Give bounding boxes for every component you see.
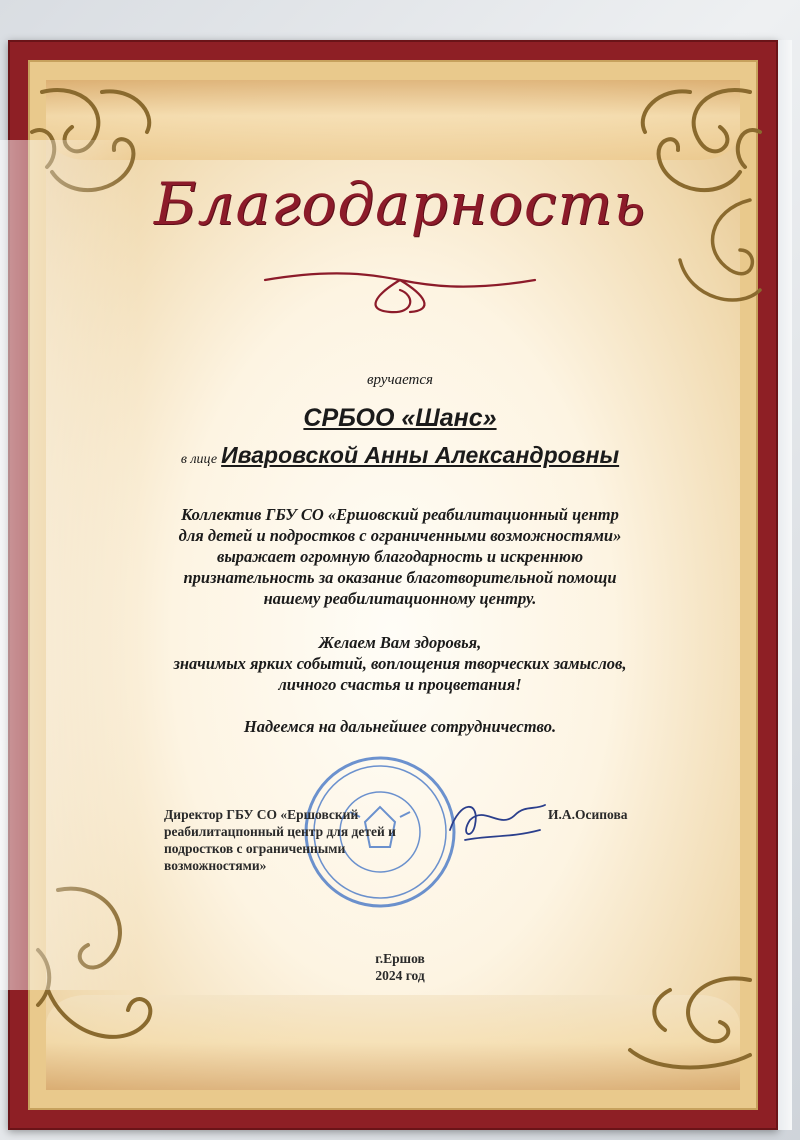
recipient-person-line bbox=[0, 442, 800, 469]
place: г.Ершов bbox=[375, 951, 425, 966]
signatory-name: И.А.Осипова bbox=[548, 807, 628, 822]
handwritten-signature bbox=[440, 790, 550, 850]
certificate-title: Благодарность bbox=[153, 170, 646, 238]
paragraph-line: Желаем Вам здоровья, bbox=[318, 633, 482, 652]
year: 2024 год bbox=[375, 968, 425, 983]
signatory-position-line: возможностями» bbox=[164, 858, 267, 873]
recipient-person-name: Иваровской Анны Александровны bbox=[221, 442, 620, 468]
closing-line: Надеемся на дальнейшее сотрудничество. bbox=[243, 717, 557, 736]
wishes-paragraph bbox=[0, 632, 800, 695]
paragraph-line: личного счастья и процветания! bbox=[278, 675, 522, 694]
place-and-year bbox=[0, 950, 800, 984]
gratitude-paragraph bbox=[0, 504, 800, 609]
signatory-position-line: Директор ГБУ СО «Ершовский bbox=[164, 807, 359, 822]
paragraph-line: выражает огромную благодарность и искреннюю bbox=[216, 547, 584, 566]
paragraph-line: Коллектив ГБУ СО «Ершовский реабилитационный центр bbox=[181, 505, 619, 524]
signatory-position bbox=[164, 806, 444, 874]
paragraph-line: признательность за оказание благотворительной помощи bbox=[183, 568, 617, 587]
in-person-prefix: в лице bbox=[180, 452, 218, 467]
recipient-organization: СРБОО «Шанс» bbox=[303, 404, 497, 432]
title-flourish-icon bbox=[255, 250, 545, 320]
paragraph-line: нашему реабилитационному центру. bbox=[263, 589, 537, 608]
paragraph-line: для детей и подростков с ограниченными возможностями» bbox=[178, 526, 622, 545]
signatory-position-line: реабилитацпонный центр для детей и bbox=[164, 824, 396, 839]
handed-to-label: вручается bbox=[366, 372, 434, 388]
paragraph-line: значимых ярких событий, воплощения творческих замыслов, bbox=[173, 654, 627, 673]
signatory-position-line: подростков с ограниченными bbox=[164, 841, 346, 856]
